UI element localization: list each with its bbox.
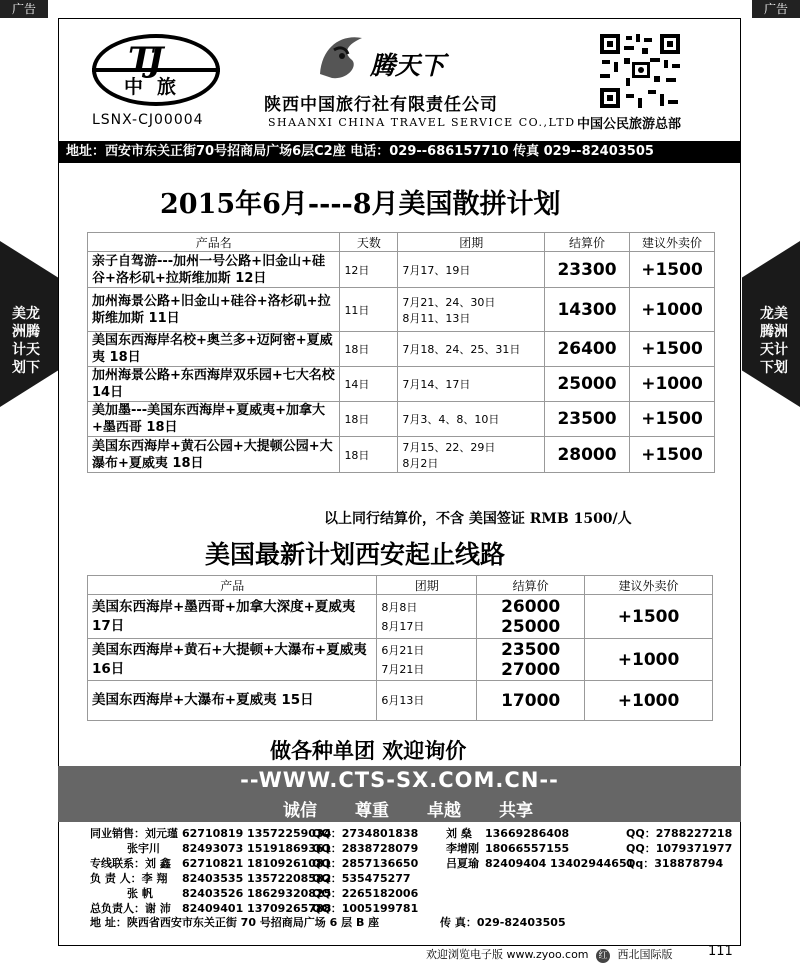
table-row <box>88 639 713 681</box>
settlement-price: 23500 <box>545 402 630 437</box>
table-row <box>88 332 715 367</box>
visa-note: 以上同行结算价，不含 美国签证 RMB 1500/人 <box>324 511 632 527</box>
contact-field: 刘 燊 <box>446 827 472 840</box>
group-tour-slogan: 做各种单团 欢迎询价 <box>270 739 467 763</box>
table-header-row <box>88 233 715 252</box>
departure-dates: 7月15、22、29日 8月2日 <box>398 437 545 473</box>
settlement-price: 14300 <box>545 288 630 332</box>
contact-field: QQ：1005199781 <box>312 902 419 915</box>
side-text-left: 美龙 洲腾 计天 划下 <box>12 306 40 376</box>
side-text-right: 龙美 腾洲 天计 下划 <box>760 306 788 376</box>
table-row <box>88 252 715 288</box>
tour-days: 11日 <box>340 288 398 332</box>
col-header-price: 结算价 <box>477 576 585 595</box>
value-item: 尊重 <box>355 801 389 821</box>
departure-dates: 6月21日 7月21日 <box>377 639 477 681</box>
footer-edition: 西北国际版 <box>617 948 673 961</box>
suggested-markup: +1000 <box>585 681 713 721</box>
contact-field: Qq：318878794 <box>626 857 724 870</box>
departure-dates: 7月14、17日 <box>398 367 545 402</box>
brand-slogan: 腾天下 <box>370 51 446 80</box>
settlement-price: 23500 27000 <box>477 639 585 681</box>
address-bar: 地址：西安市东关正街70号招商局广场6层C2座 电话：029--686157710 传真 029--82403505 <box>58 141 741 163</box>
suggested-markup: +1500 <box>630 252 715 288</box>
product-name: 加州海景公路+旧金山+硅谷+洛杉矶+拉斯维加斯 11日 <box>88 288 340 332</box>
table-row <box>88 288 715 332</box>
departure-dates: 6月13日 <box>377 681 477 721</box>
suggested-markup: +1500 <box>585 595 713 639</box>
contact-field: 负 责 人：李 翔 <box>90 872 168 885</box>
col-header-markup: 建议外卖价 <box>630 233 715 252</box>
contact-field: 李增刚 <box>446 842 479 855</box>
product-name: 美国东西海岸+大瀑布+夏威夷 15日 <box>88 681 377 721</box>
suggested-markup: +1000 <box>630 367 715 402</box>
tour-days: 18日 <box>340 437 398 473</box>
table-row <box>88 367 715 402</box>
contact-address-row <box>90 914 379 930</box>
section1-title: 2015年6月----8月美国散拼计划 <box>160 189 561 220</box>
col-header-product: 产品 <box>88 576 377 595</box>
contact-field: 专线联系：刘 鑫 <box>90 857 171 870</box>
product-name: 美国东西海岸+黄石公园+大提顿公园+大瀑布+夏威夷 18日 <box>88 437 340 473</box>
suggested-markup: +1500 <box>630 437 715 473</box>
table-row <box>88 595 713 639</box>
departure-dates: 7月18、24、25、31日 <box>398 332 545 367</box>
dragon-icon <box>312 26 374 88</box>
footer-badge-icon: 红 <box>596 949 610 963</box>
ad-label-right: 广告 <box>752 0 800 18</box>
company-logo: TJ 中旅 <box>92 34 220 106</box>
settlement-price: 23300 <box>545 252 630 288</box>
product-name: 美加墨---美国东西海岸+夏威夷+加拿大+墨西哥 18日 <box>88 402 340 437</box>
suggested-markup: +1000 <box>630 288 715 332</box>
contact-field: QQ：2857136650 <box>312 857 419 870</box>
website-banner <box>58 766 741 822</box>
footer <box>426 946 673 963</box>
contact-field: QQ：2788227218 <box>626 827 733 840</box>
suggested-markup: +1500 <box>630 332 715 367</box>
settlement-price: 26000 25000 <box>477 595 585 639</box>
contact-field: QQ：2838728079 <box>312 842 419 855</box>
company-name-cn: 陕西中国旅行社有限责任公司 <box>264 95 498 115</box>
contact-field: 82493073 15191869361 <box>182 842 332 855</box>
company-values <box>283 796 571 821</box>
contact-field: 张 帆 <box>127 887 153 900</box>
col-header-price: 结算价 <box>545 233 630 252</box>
ad-label-left: 广告 <box>0 0 48 18</box>
contact-field: 吕夏瑜 <box>446 857 479 870</box>
col-header-dates: 团期 <box>398 233 545 252</box>
fax-value: 029-82403505 <box>476 916 566 929</box>
product-name: 美国东西海岸+黄石+大提顿+大瀑布+夏威夷 16日 <box>88 639 377 681</box>
col-header-dates: 团期 <box>377 576 477 595</box>
settlement-price: 25000 <box>545 367 630 402</box>
departure-dates: 7月3、4、8、10日 <box>398 402 545 437</box>
suggested-markup: +1000 <box>585 639 713 681</box>
license-number: LSNX-CJ00004 <box>92 112 204 128</box>
contact-fax-row <box>440 914 566 930</box>
settlement-price: 17000 <box>477 681 585 721</box>
contact-field: 62710819 13572259034 <box>182 827 332 840</box>
section2-title: 美国最新计划西安起止线路 <box>205 540 506 569</box>
section1-table <box>87 232 715 473</box>
table-row <box>88 402 715 437</box>
settlement-price: 26400 <box>545 332 630 367</box>
contact-field: QQ：1079371977 <box>626 842 733 855</box>
address-label: 地 址： <box>90 916 127 929</box>
contact-field: 13669286408 <box>485 827 570 840</box>
contact-field: 18066557155 <box>485 842 570 855</box>
product-name: 美国东西海岸名校+奥兰多+迈阿密+夏威夷 18日 <box>88 332 340 367</box>
hq-label: 中国公民旅游总部 <box>577 117 682 132</box>
settlement-price: 28000 <box>545 437 630 473</box>
product-name: 美国东西海岸+墨西哥+加拿大深度+夏威夷 17日 <box>88 595 377 639</box>
contact-field: QQ：2265182006 <box>312 887 419 900</box>
table-row <box>88 681 713 721</box>
col-header-product: 产品名 <box>88 233 340 252</box>
contact-field: 82409401 13709265788 <box>182 902 332 915</box>
contact-field: 82403535 13572208582 <box>182 872 332 885</box>
departure-dates: 7月21、24、30日 8月11、13日 <box>398 288 545 332</box>
table-header-row <box>88 576 713 595</box>
value-item: 诚信 <box>283 801 317 821</box>
tour-days: 14日 <box>340 367 398 402</box>
company-name-en: SHAANXI CHINA TRAVEL SERVICE CO.,LTD <box>268 116 576 129</box>
tour-days: 12日 <box>340 252 398 288</box>
col-header-markup: 建议外卖价 <box>585 576 713 595</box>
website-url[interactable]: --WWW.CTS-SX.COM.CN-- <box>240 768 559 792</box>
col-header-days: 天数 <box>340 233 398 252</box>
suggested-markup: +1500 <box>630 402 715 437</box>
contact-field: QQ：535475277 <box>312 872 411 885</box>
qr-code-icon <box>598 32 682 110</box>
tour-days: 18日 <box>340 402 398 437</box>
table-row <box>88 437 715 473</box>
footer-text: 欢迎浏览电子版 www.zyoo.com <box>426 948 589 961</box>
value-item: 卓越 <box>427 801 461 821</box>
page-number: 111 <box>708 944 733 959</box>
departure-dates: 7月17、19日 <box>398 252 545 288</box>
contact-field: 同业销售：刘元瑾 <box>90 827 178 840</box>
product-name: 亲子自驾游---加州一号公路+旧金山+硅谷+洛杉矶+拉斯维加斯 12日 <box>88 252 340 288</box>
departure-dates: 8月8日 8月17日 <box>377 595 477 639</box>
tour-days: 18日 <box>340 332 398 367</box>
section2-table <box>87 575 713 721</box>
contact-field: 张宇川 <box>127 842 160 855</box>
address-value: 陕西省西安市东关正街 70 号招商局广场 6 层 B 座 <box>126 916 380 929</box>
product-name: 加州海景公路+东西海岸双乐园+七大名校 14日 <box>88 367 340 402</box>
contact-field: QQ：2734801838 <box>312 827 419 840</box>
contact-field: 62710821 18109261081 <box>182 857 332 870</box>
contact-field: 82409404 13402944651 <box>485 857 635 870</box>
fax-label: 传 真： <box>440 916 477 929</box>
contact-field: 总负责人：谢 沛 <box>90 902 171 915</box>
value-item: 共享 <box>499 801 533 821</box>
contact-field: 82403526 18629320825 <box>182 887 332 900</box>
